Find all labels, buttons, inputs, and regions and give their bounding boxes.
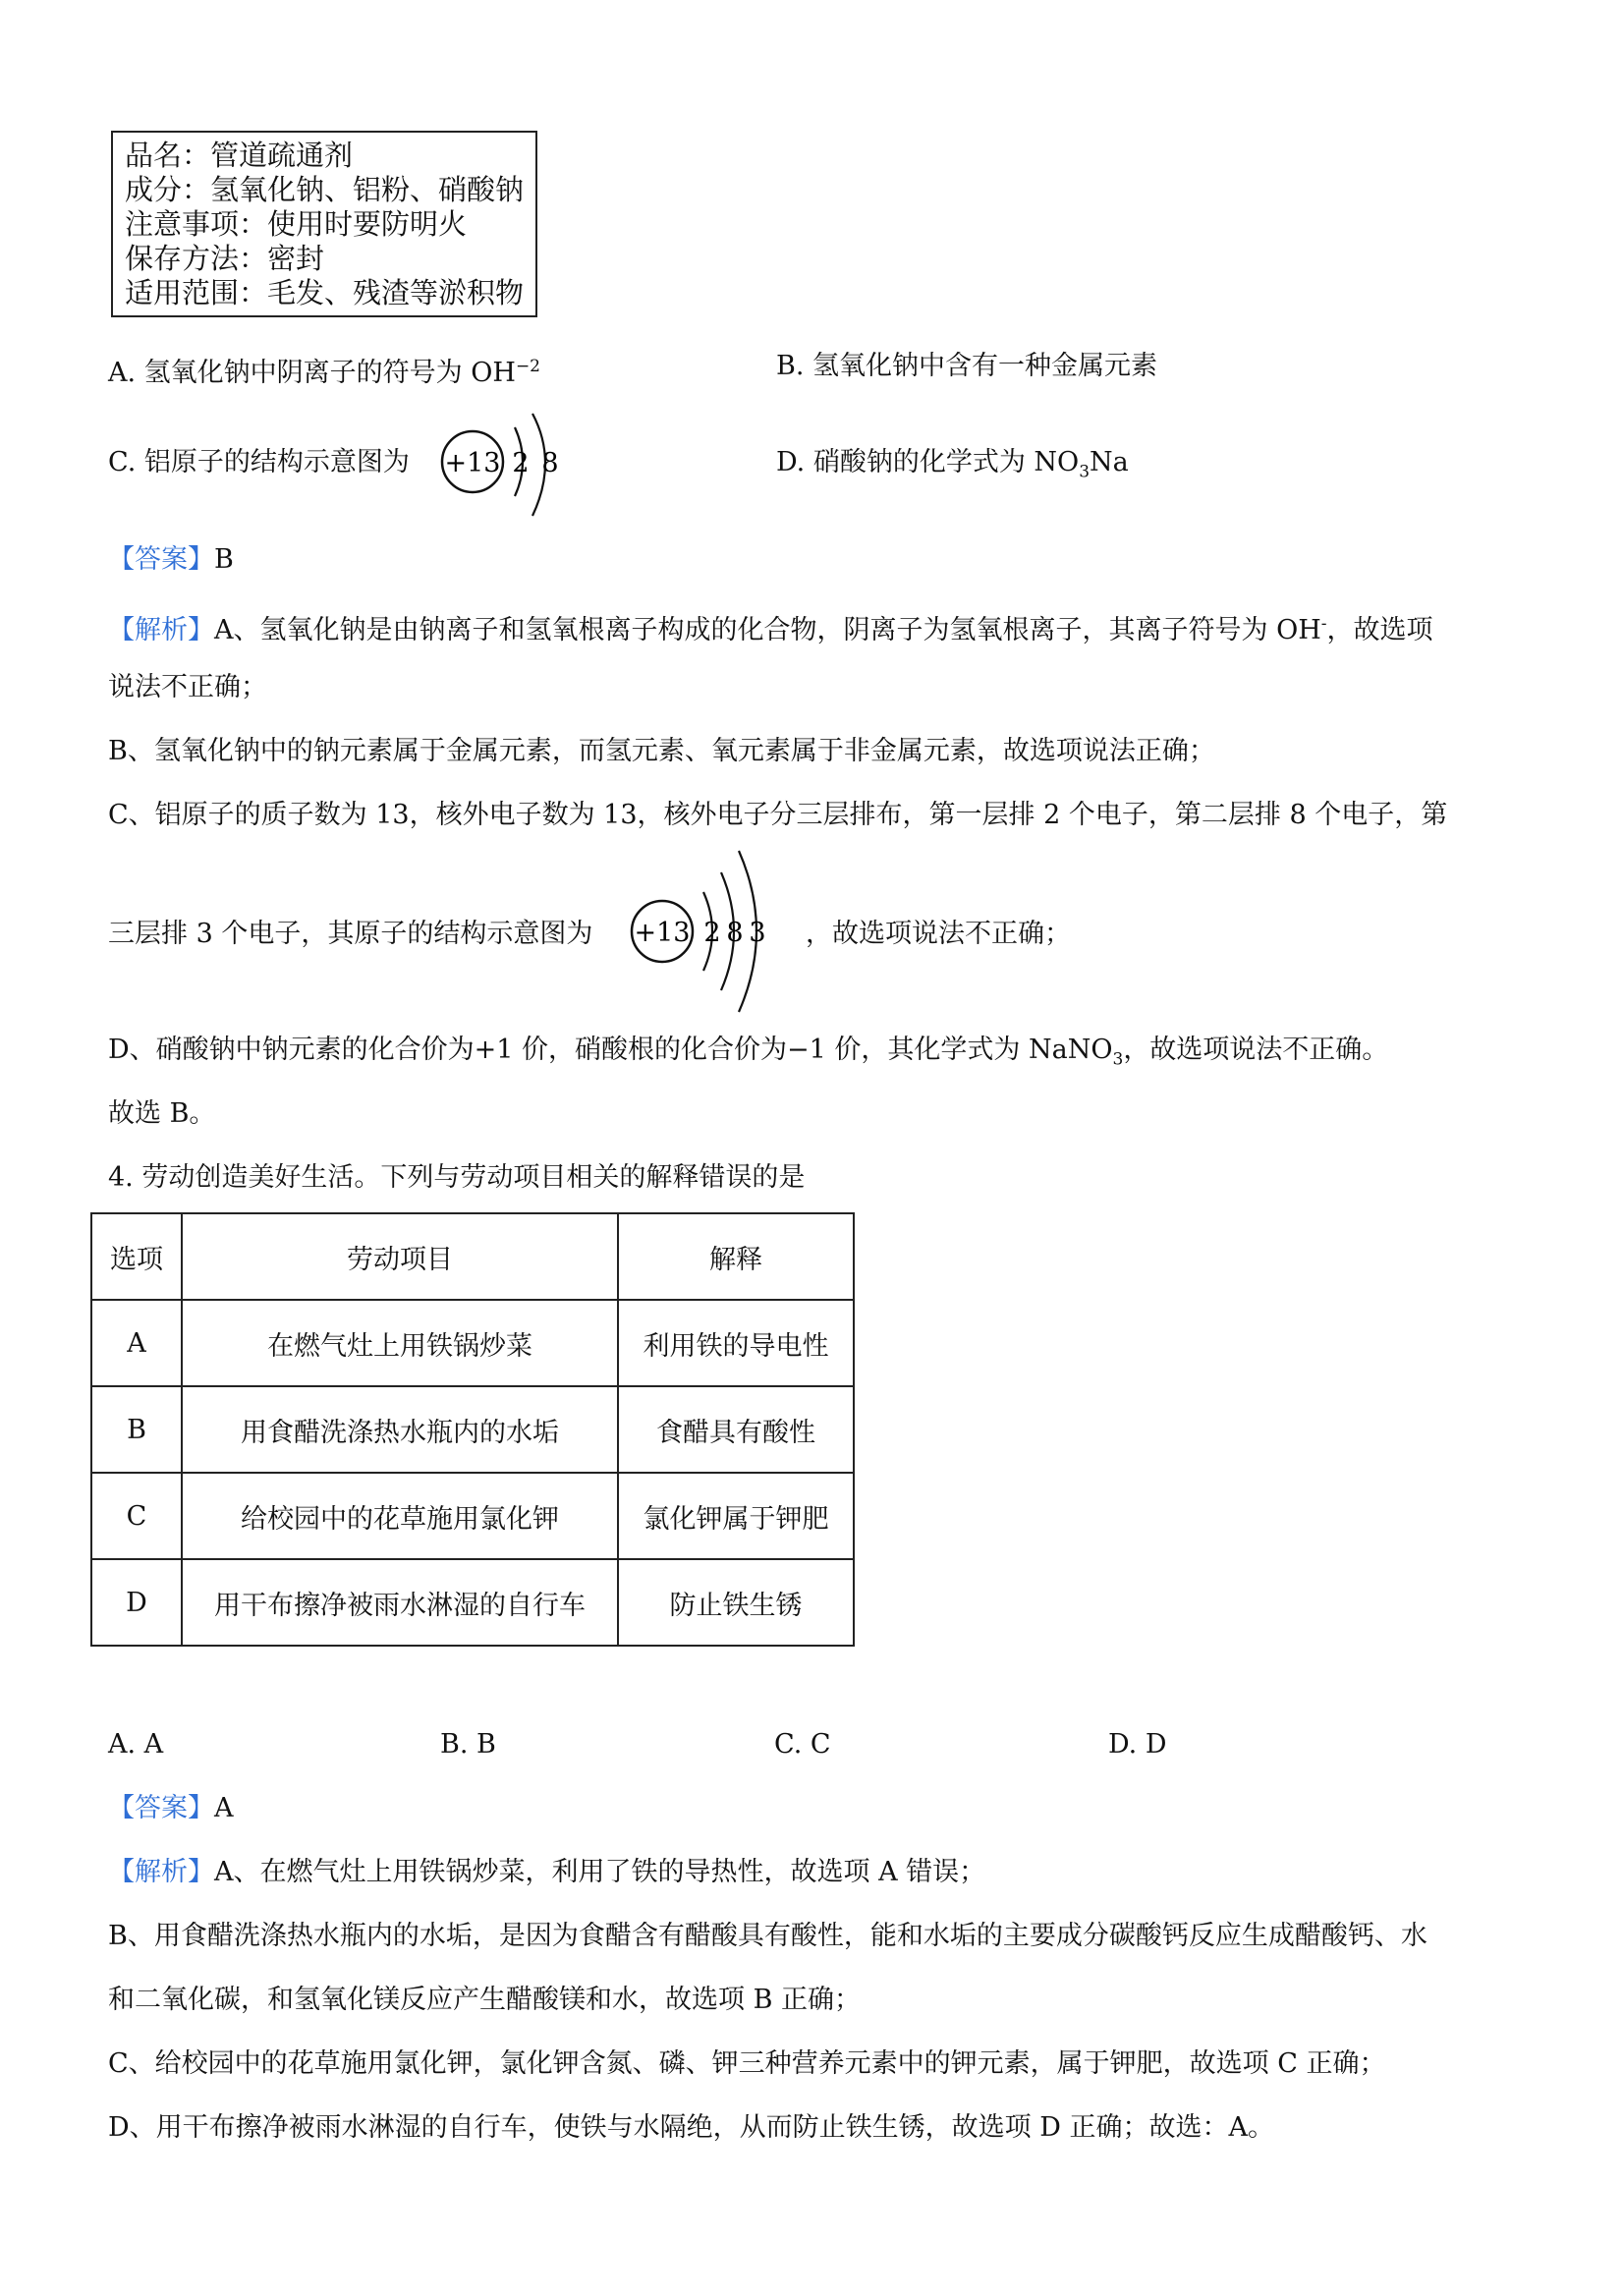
table-header-cell: 解释 [618, 1213, 854, 1300]
table-header-cell: 劳动项目 [182, 1213, 618, 1300]
q3-option-d-post: Na [1090, 447, 1129, 477]
table-cell-task: 用干布擦净被雨水淋湿的自行车 [182, 1559, 618, 1646]
product-label-box [111, 131, 537, 317]
q3-option-b: B. 氢氧化钠中含有一种金属元素 [776, 351, 1158, 381]
q4-table [90, 1212, 855, 1647]
table-cell-option: B [91, 1386, 182, 1473]
table-cell-task: 在燃气灶上用铁锅炒菜 [182, 1300, 618, 1386]
answer-value: A [214, 1793, 234, 1823]
table-row [91, 1473, 854, 1559]
label-line-usage: 适用范围：毛发、残渣等淤积物 [125, 276, 525, 309]
q3-analysis-b-line: B、氢氧化钠中的钠元素属于金属元素，而氢元素、氧元素属于非金属元素，故选项说法正确； [108, 736, 1215, 766]
aluminum-atom-diagram-small [436, 408, 574, 524]
nucleus-charge: +13 [444, 448, 501, 478]
table-row [91, 1300, 854, 1386]
q4-analysis-a-line [108, 1856, 985, 1889]
shell-count-2: 8 [726, 918, 744, 948]
q4-option-d: D. D [1108, 1729, 1167, 1760]
q4-analysis-b-line2: 和二氧化碳，和氢氧化镁反应产生醋酸镁和水，故选项 B 正确； [108, 1985, 862, 2015]
shell-count-1: 2 [512, 448, 530, 478]
table-cell-explanation: 氯化钾属于钾肥 [618, 1473, 854, 1559]
q4-option-a: A. A [108, 1729, 164, 1760]
q4-option-c: C. C [774, 1729, 831, 1760]
q3-analysis-c-line2-end: ，故选项说法不正确； [806, 919, 1071, 949]
q4-analysis-b-line1: B、用食醋洗涤热水瓶内的水垢，是因为食醋含有醋酸具有酸性，能和水垢的主要成分碳酸钙反应生成醋酸钙、水 [108, 1921, 1427, 1951]
analysis-d-end: ，故选项说法不正确。 [1123, 1035, 1389, 1065]
q3-analysis-d-line [108, 1034, 1388, 1076]
q3-option-c-text: C. 铝原子的结构示意图为 [108, 447, 410, 477]
analysis-text-end: ，故选项 [1326, 615, 1433, 645]
label-line-name: 品名：管道疏通剂 [125, 139, 354, 172]
q3-option-a-text: A. 氢氧化钠中阴离子的符号为 OH [108, 358, 516, 388]
q3-conclusion: 故选 B。 [108, 1098, 216, 1129]
q3-option-a [108, 350, 540, 390]
table-cell-option: D [91, 1559, 182, 1646]
q4-option-b: B. B [440, 1729, 496, 1760]
table-cell-explanation: 防止铁生锈 [618, 1559, 854, 1646]
q3-option-d-text: D. 硝酸钠的化学式为 NO [776, 447, 1080, 477]
analysis-tag: 【解析】 [108, 615, 214, 645]
nucleus-charge: +13 [634, 918, 691, 948]
analysis-d-sub: 3 [1112, 1049, 1124, 1070]
analysis-d-text: D、硝酸钠中钠元素的化合价为+1 价，硝酸根的化合价为−1 价，其化学式为 NaNO [108, 1035, 1113, 1065]
analysis-tag: 【解析】 [108, 1857, 214, 1887]
table-header-cell: 选项 [91, 1213, 182, 1300]
analysis-sup: - [1320, 614, 1327, 634]
label-line-ingredients: 成分：氢氧化钠、铝粉、硝酸钠 [125, 173, 525, 206]
q3-option-a-sup: −2 [515, 357, 540, 376]
table-row [91, 1386, 854, 1473]
label-line-storage: 保存方法：密封 [125, 242, 325, 275]
shell-count-1: 2 [703, 918, 721, 948]
analysis-text: A、氢氧化钠是由钠离子和氢氧根离子构成的化合物，阴离子为氢氧根离子，其离子符号为 OH [214, 615, 1321, 645]
table-cell-option: A [91, 1300, 182, 1386]
table-cell-task: 给校园中的花草施用氯化钾 [182, 1473, 618, 1559]
table-cell-task: 用食醋洗涤热水瓶内的水垢 [182, 1386, 618, 1473]
q4-analysis-d-line: D、用干布擦净被雨水淋湿的自行车，使铁与水隔绝，从而防止铁生锈，故选项 D 正确；故选：A。 [108, 2112, 1274, 2143]
table-row [91, 1559, 854, 1646]
aluminum-atom-diagram-large [625, 843, 782, 1020]
q3-analysis-c-line2: 三层排 3 个电子，其原子的结构示意图为 [108, 919, 593, 949]
q3-option-d-sub: 3 [1079, 462, 1091, 482]
q3-answer [108, 543, 234, 577]
q3-analysis-a-line1 [108, 607, 1433, 647]
label-line-caution: 注意事项：使用时要防明火 [125, 207, 468, 241]
table-cell-option: C [91, 1473, 182, 1559]
q3-analysis-a-line2: 说法不正确； [108, 672, 267, 702]
table-cell-explanation: 食醋具有酸性 [618, 1386, 854, 1473]
q3-option-d [776, 446, 1129, 488]
q4-analysis-c-line: C、给校园中的花草施用氯化钾，氯化钾含氮、磷、钾三种营养元素中的钾元素，属于钾肥，故选项 C 正确； [108, 2048, 1386, 2079]
table-cell-explanation: 利用铁的导电性 [618, 1300, 854, 1386]
table-header-row [91, 1213, 854, 1300]
q4-answer [108, 1792, 234, 1825]
answer-tag: 【答案】 [108, 544, 214, 575]
answer-tag: 【答案】 [108, 1793, 214, 1823]
shell-count-3: 3 [749, 918, 766, 948]
q3-analysis-c-line1: C、铝原子的质子数为 13，核外电子数为 13，核外电子分三层排布，第一层排 2 个电子，第二层排 8 个电子，第 [108, 800, 1448, 830]
q4-stem: 4. 劳动创造美好生活。下列与劳动项目相关的解释错误的是 [108, 1162, 806, 1193]
q3-option-c [108, 446, 410, 479]
shell-count-2: 8 [541, 448, 559, 478]
answer-value: B [214, 544, 234, 575]
analysis-text: A、在燃气灶上用铁锅炒菜，利用了铁的导热性，故选项 A 错误； [214, 1857, 986, 1887]
